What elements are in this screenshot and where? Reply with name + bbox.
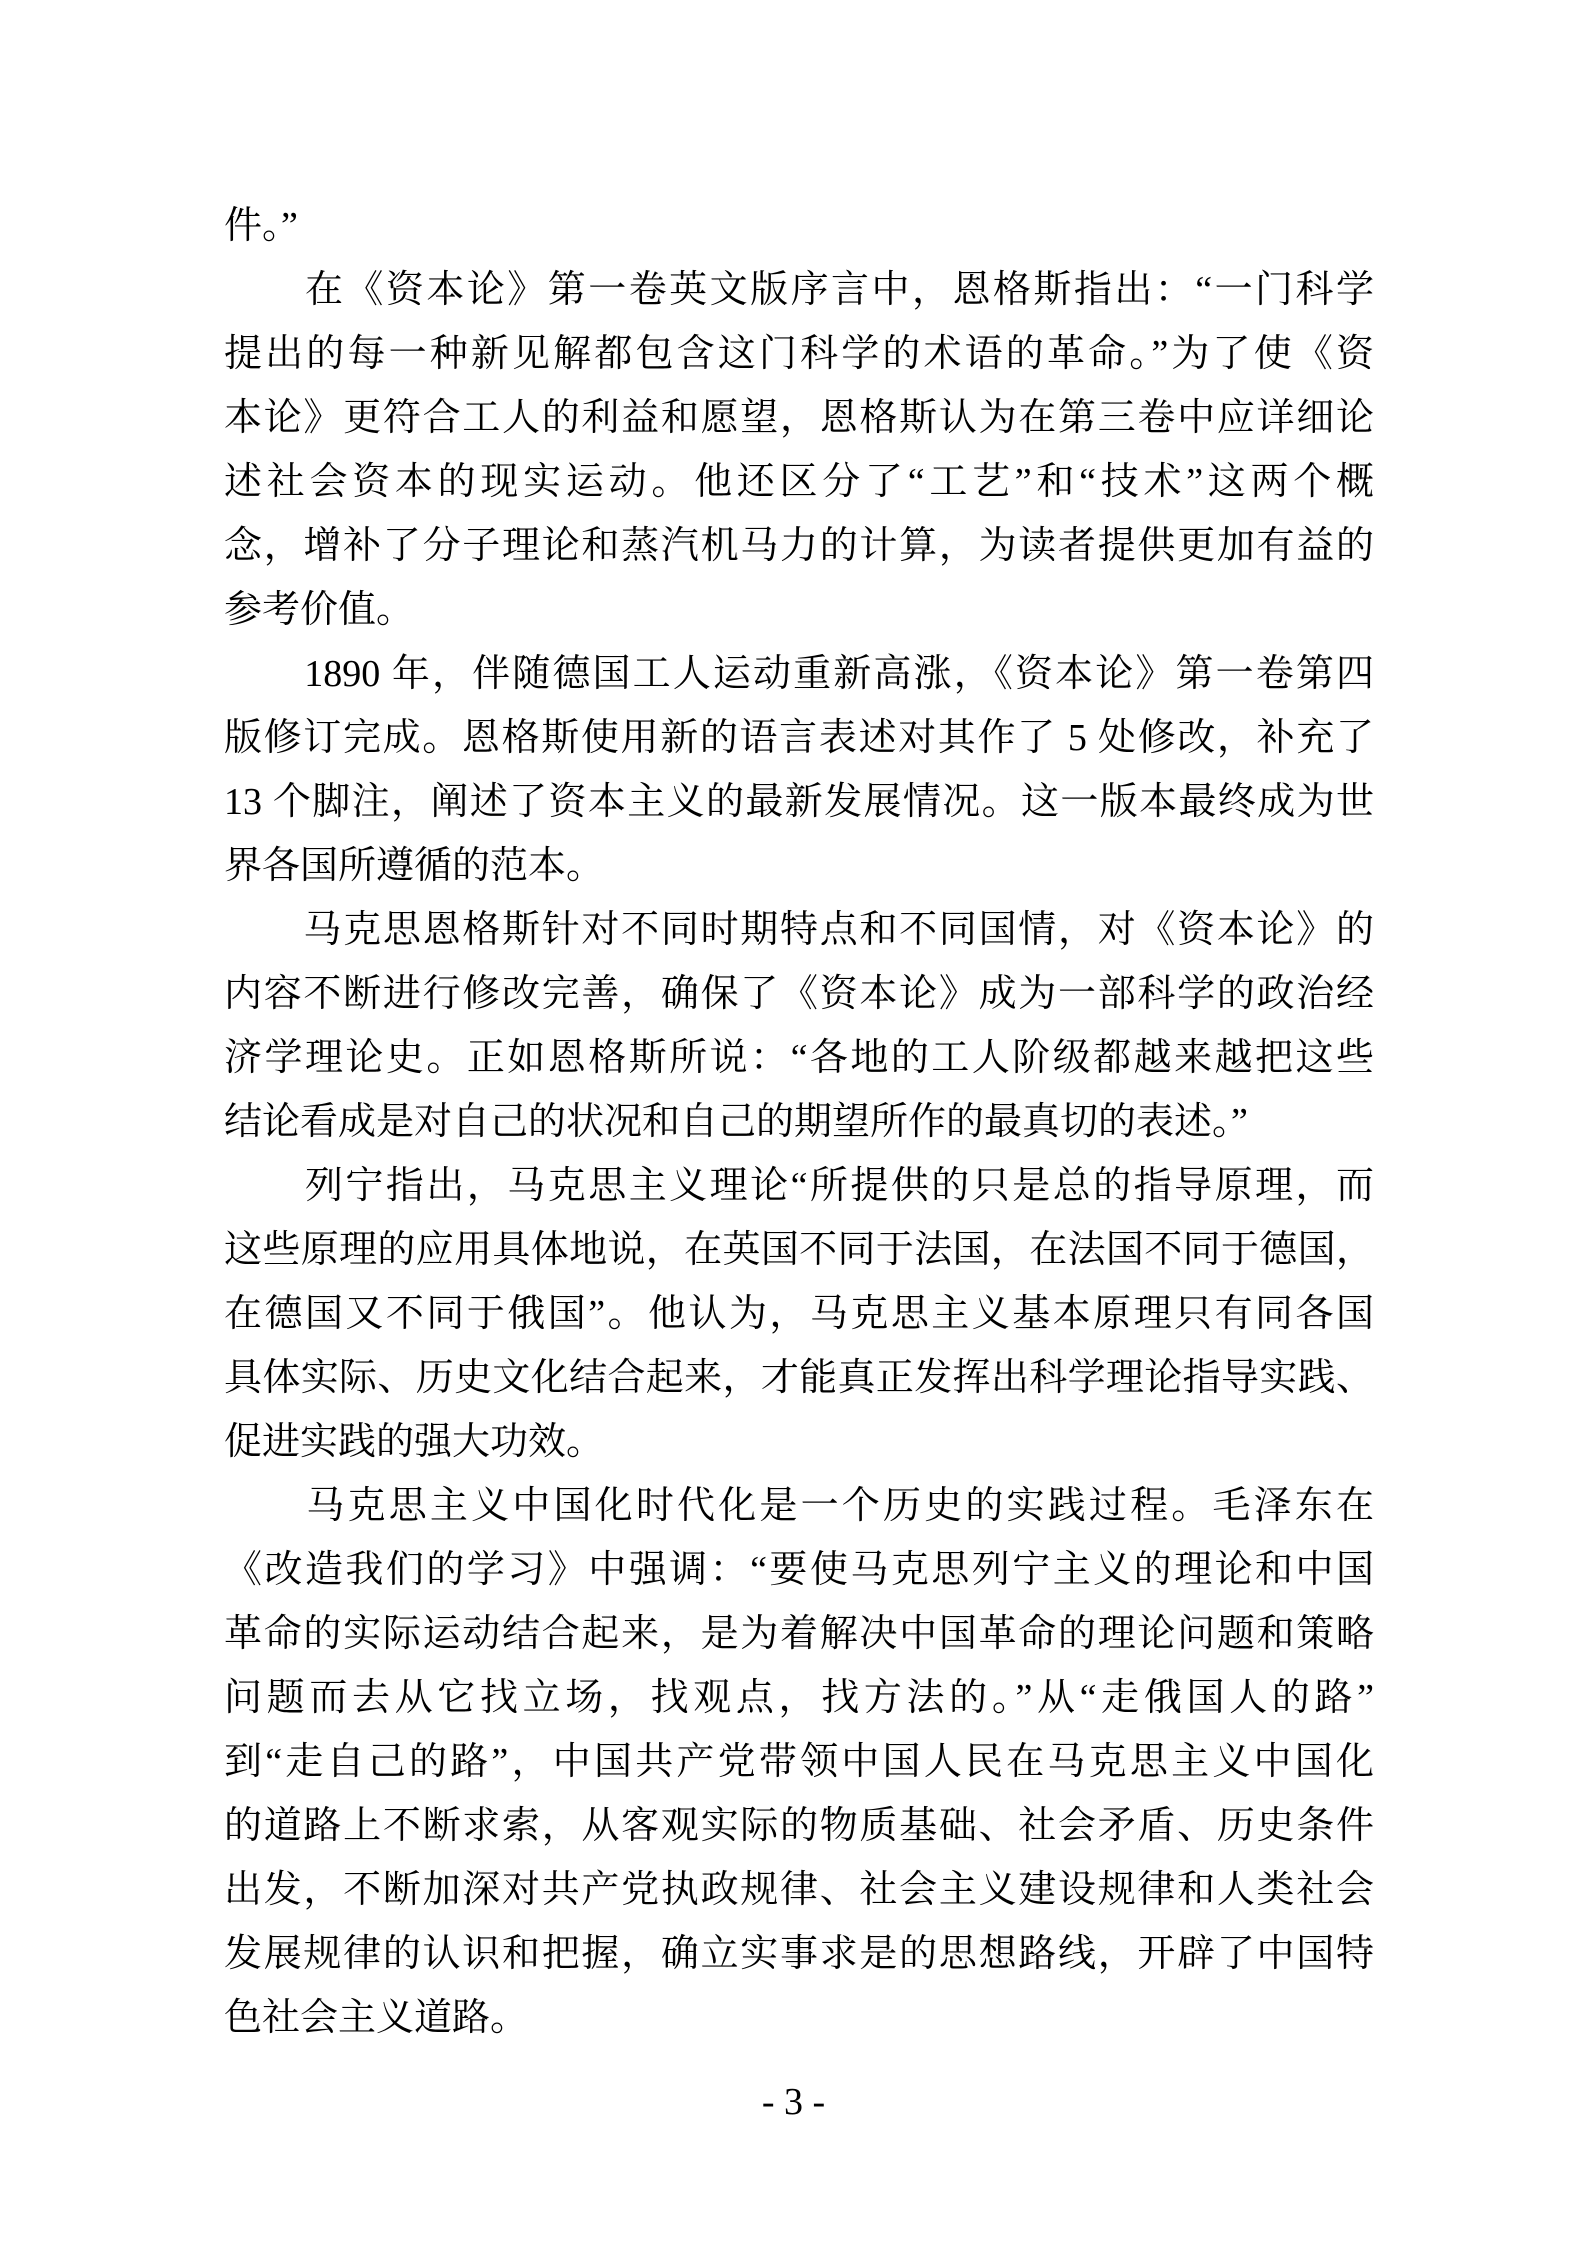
text-line: 参考价值。 bbox=[224, 589, 415, 631]
text-line: 色社会主义道路。 bbox=[224, 1997, 529, 2039]
text-line: 列宁指出，马克思主义理论“所提供的只是总的指导原理，而 bbox=[224, 1165, 1374, 1207]
text-line: 发展规律的认识和把握，确立实事求是的思想路线，开辟了中国特 bbox=[224, 1933, 1374, 1975]
text-line: 提出的每一种新见解都包含这门科学的术语的革命。”为了使《资 bbox=[224, 333, 1374, 375]
text-line: 出发，不断加深对共产党执政规律、社会主义建设规律和人类社会 bbox=[224, 1869, 1374, 1911]
text-line: 这些原理的应用具体地说，在英国不同于法国，在法国不同于德国， bbox=[224, 1229, 1374, 1271]
text-line: 内容不断进行修改完善，确保了《资本论》成为一部科学的政治经 bbox=[224, 973, 1374, 1015]
text-line: 济学理论史。正如恩格斯所说：“各地的工人阶级都越来越把这些 bbox=[224, 1037, 1374, 1079]
text-line: 结论看成是对自己的状况和自己的期望所作的最真切的表述。” bbox=[224, 1101, 1248, 1143]
text-line: 的道路上不断求索，从客观实际的物质基础、社会矛盾、历史条件 bbox=[224, 1805, 1374, 1847]
text-line: 革命的实际运动结合起来，是为着解决中国革命的理论问题和策略 bbox=[224, 1613, 1374, 1655]
text-line: 念，增补了分子理论和蒸汽机马力的计算，为读者提供更加有益的 bbox=[224, 525, 1374, 567]
text-line: 版修订完成。恩格斯使用新的语言表述对其作了 5 处修改，补充了 bbox=[224, 717, 1374, 759]
document-text bbox=[224, 194, 1374, 2050]
text-line: 到“走自己的路”，中国共产党带领中国人民在马克思主义中国化 bbox=[224, 1741, 1374, 1783]
text-line: 《改造我们的学习》中强调：“要使马克思列宁主义的理论和中国 bbox=[224, 1549, 1374, 1591]
text-line: 13 个脚注，阐述了资本主义的最新发展情况。这一版本最终成为世 bbox=[224, 781, 1374, 823]
text-line: 马克思主义中国化时代化是一个历史的实践过程。毛泽东在 bbox=[224, 1485, 1374, 1527]
text-line: 具体实际、历史文化结合起来，才能真正发挥出科学理论指导实践、 bbox=[224, 1357, 1374, 1399]
text-line: 在《资本论》第一卷英文版序言中，恩格斯指出：“一门科学 bbox=[224, 269, 1374, 311]
text-line: 界各国所遵循的范本。 bbox=[224, 845, 605, 887]
page-number: - 3 - bbox=[761, 2081, 826, 2123]
text-line: 促进实践的强大功效。 bbox=[224, 1421, 605, 1463]
text-line: 述社会资本的现实运动。他还区分了“工艺”和“技术”这两个概 bbox=[224, 461, 1374, 503]
page-footer bbox=[0, 2070, 1587, 2134]
text-line: 件。” bbox=[224, 205, 298, 247]
text-line: 1890 年，伴随德国工人运动重新高涨，《资本论》第一卷第四 bbox=[224, 653, 1374, 695]
text-line: 马克思恩格斯针对不同时期特点和不同国情，对《资本论》的 bbox=[224, 909, 1374, 951]
text-line: 在德国又不同于俄国”。他认为，马克思主义基本原理只有同各国 bbox=[224, 1293, 1374, 1335]
text-line: 问题而去从它找立场，找观点，找方法的。”从“走俄国人的路” bbox=[224, 1677, 1374, 1719]
text-line: 本论》更符合工人的利益和愿望，恩格斯认为在第三卷中应详细论 bbox=[224, 397, 1374, 439]
